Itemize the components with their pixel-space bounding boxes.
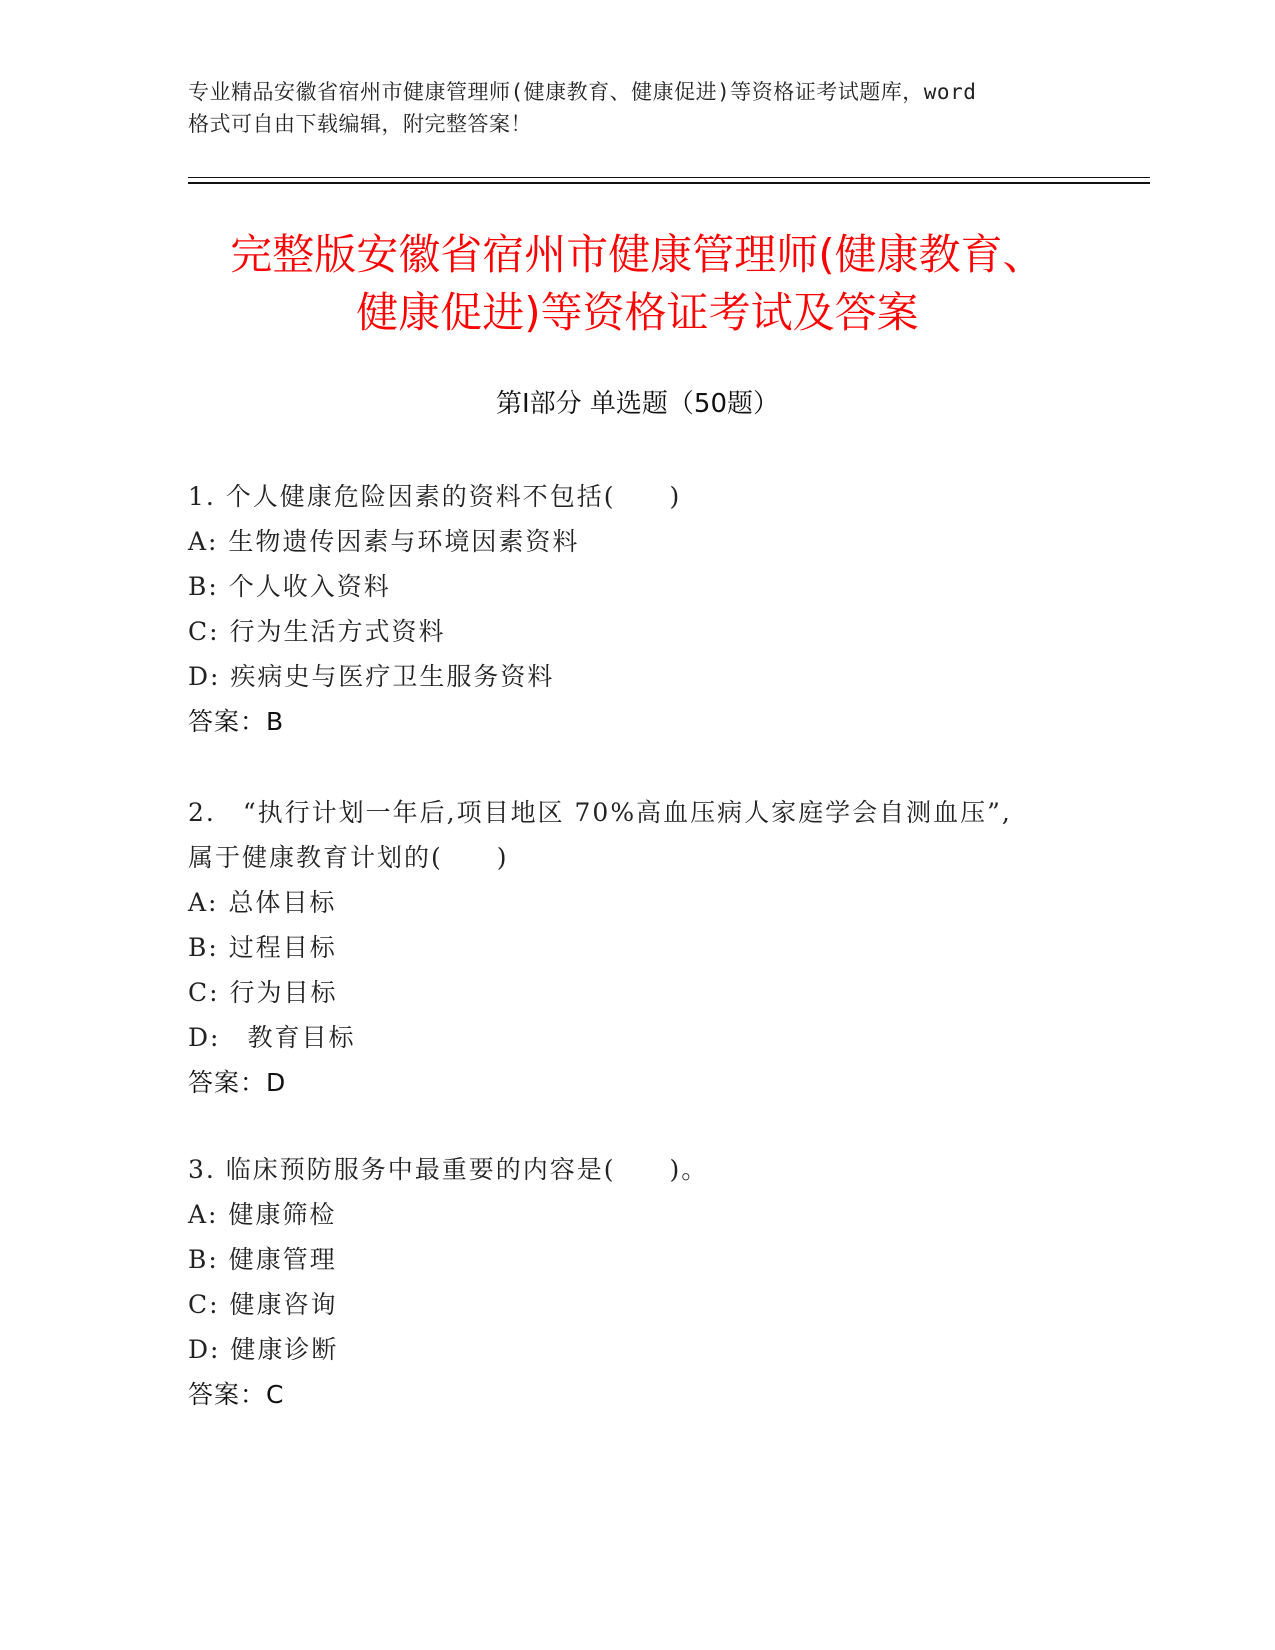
option-a: A: 总体目标 (188, 888, 337, 917)
question-stem: 1. 个人健康危险因素的资料不包括( ) (188, 482, 682, 511)
document-title-line-2: 健康促进)等资格证考试及答案 (356, 288, 919, 337)
question-1 (188, 474, 1088, 744)
question-3 (188, 1147, 1088, 1417)
section-heading: 第Ⅰ部分 单选题（50题） (495, 389, 780, 419)
question-2 (188, 790, 1088, 1105)
answer: 答案：D (188, 1068, 287, 1097)
header-note-line-2: 格式可自由下载编辑，附完整答案！ (188, 112, 532, 136)
option-a: A: 生物遗传因素与环境因素资料 (188, 527, 580, 556)
answer: 答案：B (188, 707, 285, 736)
question-stem: 3. 临床预防服务中最重要的内容是( )。 (188, 1155, 709, 1184)
option-c: C: 行为生活方式资料 (188, 617, 446, 646)
option-b: B: 健康管理 (188, 1245, 337, 1274)
question-stem-line-1: 2. “执行计划一年后,项目地区 70%高血压病人家庭学会自测血压”, (188, 798, 1012, 827)
option-d: D: 疾病史与医疗卫生服务资料 (188, 662, 555, 691)
option-c: C: 健康咨询 (188, 1290, 338, 1319)
question-stem-line-2: 属于健康教育计划的( ) (188, 843, 509, 872)
document-title (100, 226, 1175, 342)
option-b: B: 个人收入资料 (188, 572, 391, 601)
document-title-line-1: 完整版安徽省宿州市健康管理师(健康教育、 (230, 230, 1045, 279)
header-divider-thick (188, 182, 1150, 184)
header-divider-thin (188, 177, 1150, 178)
header-note (188, 76, 1088, 140)
option-b: B: 过程目标 (188, 933, 337, 962)
option-d: D: 健康诊断 (188, 1335, 339, 1364)
option-d: D: 教育目标 (188, 1023, 356, 1052)
option-c: C: 行为目标 (188, 978, 338, 1007)
answer: 答案：C (188, 1380, 285, 1409)
header-note-line-1: 专业精品安徽省宿州市健康管理师(健康教育、健康促进)等资格证考试题库，word (188, 80, 977, 104)
option-a: A: 健康筛检 (188, 1200, 337, 1229)
